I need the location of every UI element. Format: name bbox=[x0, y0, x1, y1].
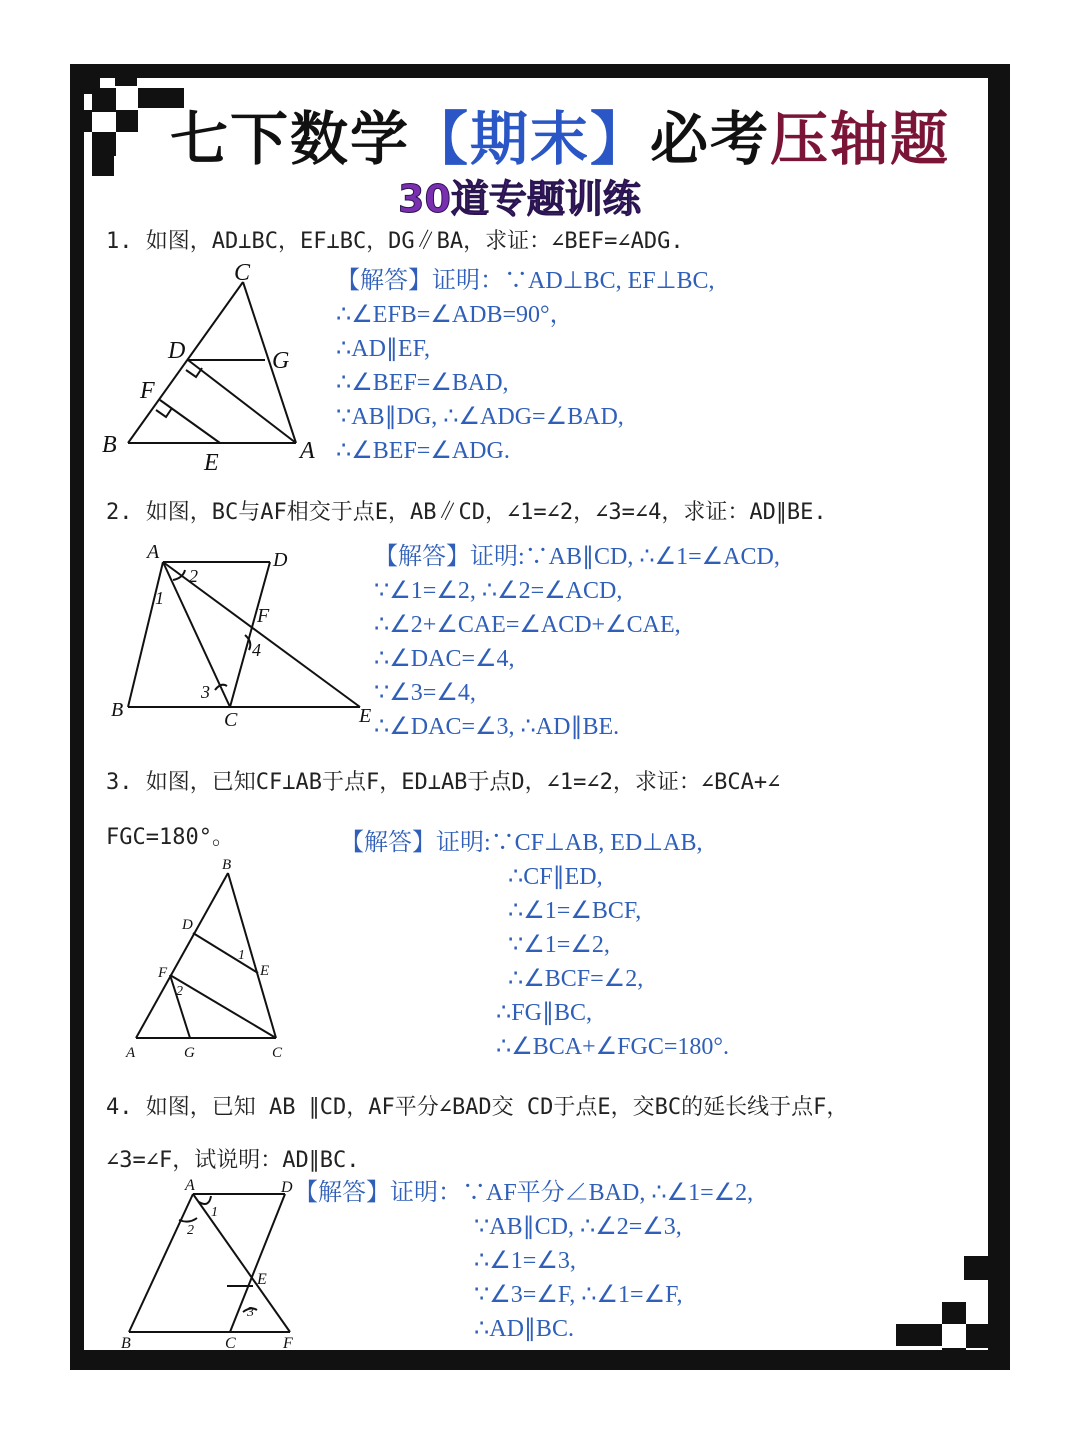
figure-label: 4 bbox=[252, 640, 261, 660]
problem-4-question-cont: ∠3=∠F，试说明：AD∥BC. bbox=[106, 1148, 360, 1173]
problem-2-question: 2. 如图，BC与AF相交于点E，AB∥CD，∠1=∠2，∠3=∠4，求证：AD∥BE. bbox=[106, 500, 827, 525]
answer-line: ∴∠1=∠BCF, bbox=[508, 898, 642, 924]
problem-1-answer bbox=[336, 264, 715, 468]
problem-1-question: 1. 如图，AD⊥BC，EF⊥BC，DG∥BA，求证：∠BEF=∠ADG. bbox=[106, 229, 684, 254]
figure-label: C bbox=[225, 1335, 236, 1352]
answer-line: 【解答】证明:∵AB∥CD, ∴∠1=∠ACD, bbox=[374, 544, 780, 570]
answer-line: ∴∠EFB=∠ADB=90°， bbox=[336, 302, 574, 328]
answer-line: ∵∠3=∠F, ∴∠1=∠F, bbox=[474, 1282, 683, 1308]
figure-label: 1 bbox=[238, 948, 245, 963]
problem-3-answer bbox=[340, 826, 729, 1064]
figure-label: A bbox=[185, 1177, 195, 1194]
answer-line: ∴∠BCF=∠2, bbox=[508, 966, 644, 992]
figure-label: 3 bbox=[247, 1305, 254, 1320]
figure-label: 2 bbox=[189, 566, 198, 586]
answer-line: ∵∠1=∠2, ∴∠2=∠ACD, bbox=[374, 578, 623, 604]
figure-label: C bbox=[224, 709, 238, 731]
figure-label: B bbox=[121, 1335, 131, 1352]
figure-label: 2 bbox=[176, 984, 183, 999]
figure-label: F bbox=[257, 605, 270, 627]
answer-line: ∵AB∥CD, ∴∠2=∠3, bbox=[474, 1214, 682, 1240]
figure-label: B bbox=[111, 699, 124, 721]
answer-line: ∴FG∥BC, bbox=[496, 1000, 592, 1026]
problem-3-question-cont: FGC=180°。 bbox=[106, 825, 234, 850]
answer-line: ∴∠1=∠3, bbox=[474, 1248, 576, 1274]
problem-4-answer bbox=[294, 1176, 753, 1346]
problem-3-figure bbox=[120, 855, 300, 1065]
answer-line: ∴AD∥EF, bbox=[336, 336, 431, 362]
answer-line: 【解答】证明:∵CF⊥AB, ED⊥AB, bbox=[340, 830, 703, 856]
figure-label: D bbox=[168, 338, 186, 364]
problem-2-figure bbox=[105, 540, 385, 735]
answer-line: ∵∠1=∠2, bbox=[508, 932, 610, 958]
figure-label: A bbox=[126, 1045, 136, 1061]
answer-line: ∴∠BEF=∠BAD, bbox=[336, 370, 509, 396]
figure-label: A bbox=[300, 438, 315, 464]
figure-label: G bbox=[272, 348, 290, 374]
figure-label: 3 bbox=[201, 682, 210, 702]
answer-line: ∴∠DAC=∠4, bbox=[374, 646, 515, 672]
answer-line: ∴∠BCA+∠FGC=180°. bbox=[496, 1034, 730, 1060]
figure-label: 1 bbox=[155, 588, 164, 608]
problem-1-figure bbox=[100, 260, 330, 475]
figure-label: E bbox=[257, 1271, 267, 1288]
figure-label: 1 bbox=[211, 1205, 218, 1220]
page-subtitle: 30道专题训练 bbox=[398, 177, 641, 221]
answer-line: 【解答】证明：∵AF平分∠BAD, ∴∠1=∠2, bbox=[294, 1180, 754, 1206]
figure-label: D bbox=[182, 917, 193, 933]
figure-label: F bbox=[283, 1335, 293, 1352]
figure-label: C bbox=[234, 260, 251, 286]
page-title: 七下数学【期末】必考压轴题 bbox=[170, 105, 951, 173]
answer-line: ∵∠3=∠4, bbox=[374, 680, 476, 706]
answer-line: 【解答】证明：∵AD⊥BC, EF⊥BC, bbox=[336, 268, 715, 294]
answer-line: ∴CF∥ED, bbox=[508, 864, 603, 890]
figure-label: G bbox=[184, 1045, 195, 1061]
problem-4-question: 4. 如图，已知 AB ∥CD，AF平分∠BAD交 CD于点E，交BC的延长线于点F， bbox=[106, 1095, 849, 1120]
figure-label: B bbox=[102, 432, 117, 458]
figure-label: E bbox=[204, 450, 219, 476]
answer-line: ∴AD∥BC. bbox=[474, 1316, 574, 1342]
figure-label: F bbox=[158, 965, 168, 981]
figure-label: D bbox=[281, 1179, 293, 1196]
figure-label: F bbox=[140, 378, 155, 404]
answer-line: ∵AB∥DG, ∴∠ADG=∠BAD, bbox=[336, 404, 624, 430]
answer-line: ∴∠BEF=∠ADG. bbox=[336, 438, 510, 464]
answer-line: ∴∠2+∠CAE=∠ACD+∠CAE, bbox=[374, 612, 681, 638]
figure-label: D bbox=[273, 549, 288, 571]
answer-line: ∴∠DAC=∠3, ∴AD∥BE. bbox=[374, 714, 620, 740]
problem-2-answer bbox=[374, 540, 780, 744]
problem-4-figure bbox=[115, 1172, 305, 1352]
figure-label: 2 bbox=[187, 1223, 194, 1238]
figure-label: B bbox=[222, 857, 232, 873]
figure-label: E bbox=[359, 705, 372, 727]
figure-label: C bbox=[272, 1045, 283, 1061]
figure-label: A bbox=[147, 541, 160, 563]
figure-label: E bbox=[260, 963, 270, 979]
problem-3-question: 3. 如图，已知CF⊥AB于点F，ED⊥AB于点D，∠1=∠2，求证：∠BCA+∠ bbox=[106, 770, 781, 795]
